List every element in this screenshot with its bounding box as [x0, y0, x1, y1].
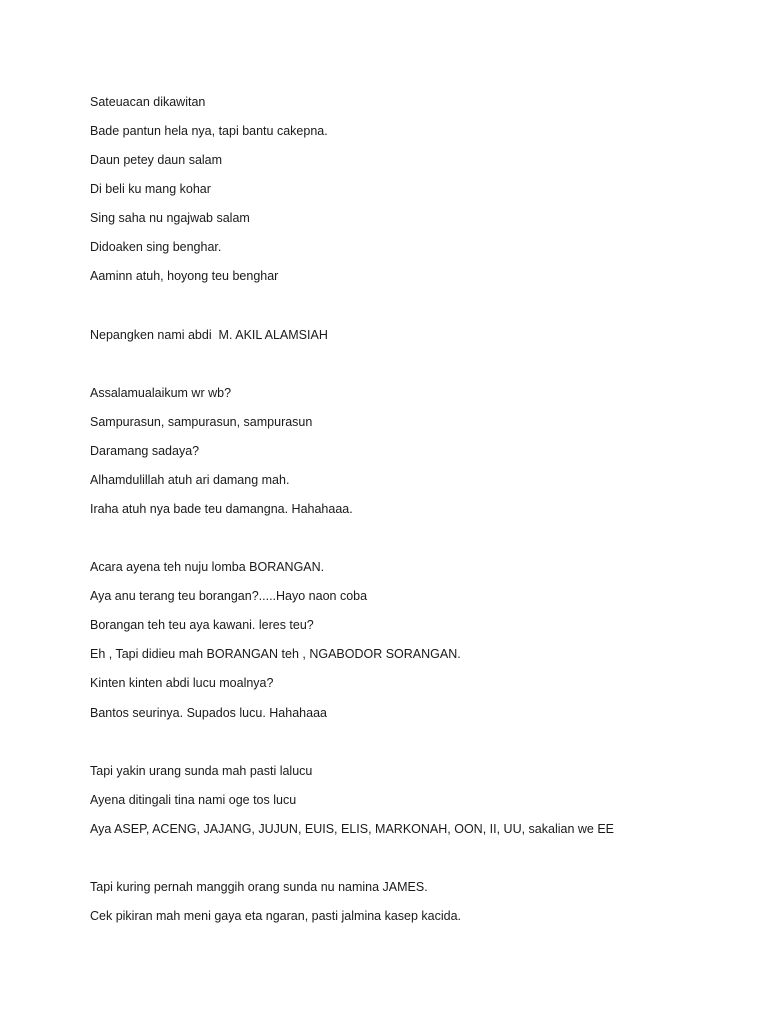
text-line: Di beli ku mang kohar — [90, 182, 211, 196]
text-line: Alhamdulillah atuh ari damang mah. — [90, 473, 290, 487]
text-line: Tapi kuring pernah manggih orang sunda nu namina JAMES. — [90, 880, 428, 894]
text-line: Daramang sadaya? — [90, 444, 200, 458]
text-line: Bantos seurinya. Supados lucu. Hahahaaa — [90, 706, 327, 720]
text-line: Nepangken nami abdi M. AKIL ALAMSIAH — [90, 328, 328, 342]
text-line: Ayena ditingali tina nami oge tos lucu — [90, 793, 297, 807]
text-line: Iraha atuh nya bade teu damangna. Hahahaaa. — [90, 502, 353, 516]
text-line: Daun petey daun salam — [90, 153, 223, 167]
text-line: Assalamualaikum wr wb? — [90, 386, 232, 400]
text-line: Bade pantun hela nya, tapi bantu cakepna. — [90, 124, 328, 138]
text-line: Sing saha nu ngajwab salam — [90, 211, 250, 225]
text-line: Sampurasun, sampurasun, sampurasun — [90, 415, 313, 429]
text-line: Aya ASEP, ACENG, JAJANG, JUJUN, EUIS, ELIS, MARKONAH, OON, II, UU, sakalian we EE — [90, 822, 614, 836]
text-line: Didoaken sing benghar. — [90, 240, 222, 254]
text-line: Borangan teh teu aya kawani. leres teu? — [90, 618, 314, 632]
text-line: Sateuacan dikawitan — [90, 95, 206, 109]
text-line: Kinten kinten abdi lucu moalnya? — [90, 676, 274, 690]
text-line: Eh , Tapi didieu mah BORANGAN teh , NGABODOR SORANGAN. — [90, 647, 461, 661]
text-line: Cek pikiran mah meni gaya eta ngaran, pasti jalmina kasep kacida. — [90, 909, 462, 923]
text-line: Acara ayena teh nuju lomba BORANGAN. — [90, 560, 325, 574]
text-line: Tapi yakin urang sunda mah pasti lalucu — [90, 764, 313, 778]
text-line: Aaminn atuh, hoyong teu benghar — [90, 269, 279, 283]
text-line: Aya anu terang teu borangan?.....Hayo naon coba — [90, 589, 368, 603]
